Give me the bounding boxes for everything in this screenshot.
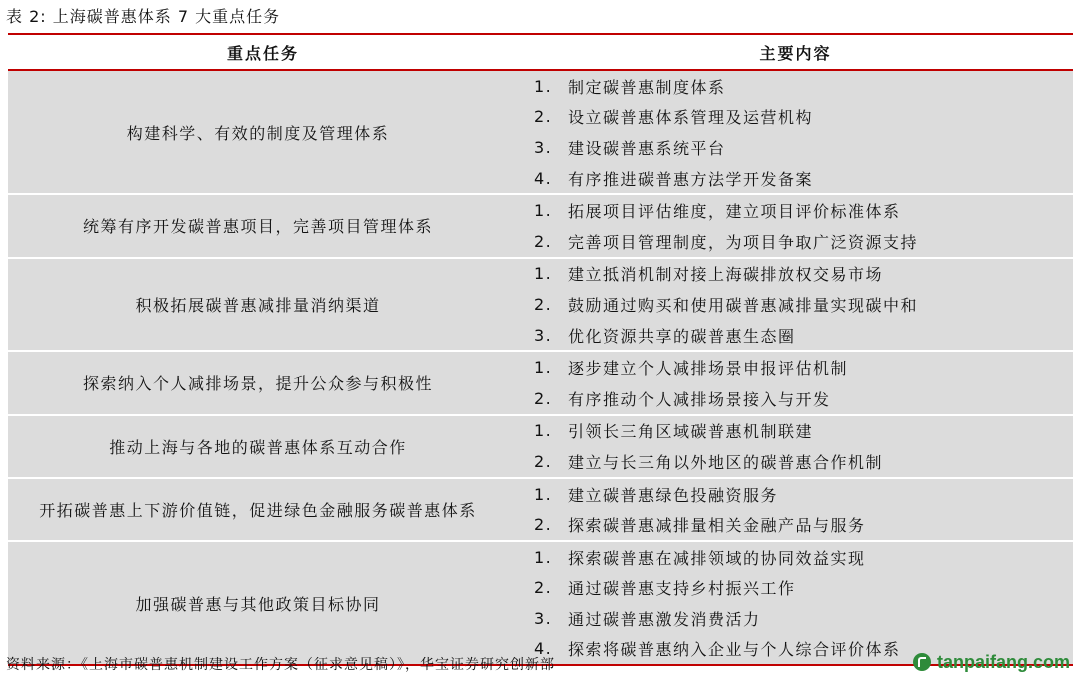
- list-item: [518, 195, 1073, 226]
- item-number: 1.: [534, 421, 553, 441]
- item-text: 建立碳普惠绿色投融资服务: [568, 485, 779, 505]
- task-cell: 探索纳入个人减排场景，提升公众参与积极性: [82, 374, 433, 394]
- item-number: 1.: [534, 358, 553, 378]
- list-item: [518, 71, 1073, 102]
- item-number: 2.: [534, 515, 553, 535]
- item-number: 1.: [534, 76, 553, 96]
- table-header: [8, 35, 1073, 71]
- item-text: 完善项目管理制度，为项目争取广泛资源支持: [568, 232, 919, 252]
- item-text: 制定碳普惠制度体系: [568, 77, 726, 97]
- item-text: 鼓励通过购买和使用碳普惠减排量实现碳中和: [568, 295, 919, 315]
- content-cell: [518, 195, 1073, 256]
- list-item: [518, 603, 1073, 634]
- list-item: [518, 102, 1073, 133]
- item-number: 4.: [534, 168, 553, 188]
- watermark-text: tanpaifang.com: [936, 651, 1070, 672]
- table-caption: 表 2: 上海碳普惠体系 7 大重点任务: [6, 7, 281, 26]
- item-text: 探索碳普惠减排量相关金融产品与服务: [568, 516, 866, 536]
- item-text: 设立碳普惠体系管理及运营机构: [568, 108, 814, 128]
- table-row: [8, 352, 1073, 415]
- task-cell: 加强碳普惠与其他政策目标协同: [135, 594, 381, 614]
- task-cell: 构建科学、有效的制度及管理体系: [126, 123, 390, 143]
- item-number: 4.: [534, 639, 553, 659]
- item-text: 建设碳普惠系统平台: [568, 138, 726, 158]
- source-note: 资料来源：《上海市碳普惠机制建设工作方案（征求意见稿）》，华宝证券研究创新部: [6, 657, 555, 673]
- item-number: 1.: [534, 264, 553, 284]
- item-number: 1.: [534, 484, 553, 504]
- item-number: 2.: [534, 388, 553, 408]
- item-text: 逐步建立个人减排场景申报评估机制: [568, 359, 849, 379]
- list-item: [518, 446, 1073, 477]
- task-cell: 开拓碳普惠上下游价值链，促进绿色金融服务碳普惠体系: [39, 500, 477, 520]
- list-item: [518, 163, 1073, 194]
- item-number: 2.: [534, 107, 553, 127]
- item-number: 3.: [534, 325, 553, 345]
- table-row: [8, 259, 1073, 353]
- list-item: [518, 352, 1073, 383]
- item-text: 优化资源共享的碳普惠生态圈: [568, 326, 796, 346]
- list-item: [518, 479, 1073, 510]
- item-number: 3.: [534, 608, 553, 628]
- item-number: 3.: [534, 137, 553, 157]
- item-text: 探索碳普惠在减排领域的协同效益实现: [568, 548, 866, 568]
- content-cell: [518, 352, 1073, 413]
- task-cell: 推动上海与各地的碳普惠体系互动合作: [109, 437, 407, 457]
- task-cell: 统筹有序开发碳普惠项目，完善项目管理体系: [82, 217, 433, 237]
- table-row: [8, 479, 1073, 542]
- leaf-icon: [913, 653, 931, 671]
- tasks-table: [8, 33, 1073, 666]
- header-content: 主要内容: [759, 43, 832, 63]
- item-text: 引领长三角区域碳普惠机制联建: [568, 422, 814, 442]
- content-cell: [518, 71, 1073, 193]
- item-text: 通过碳普惠支持乡村振兴工作: [568, 579, 796, 599]
- watermark-logo: [913, 651, 1070, 673]
- list-item: [518, 542, 1073, 573]
- item-text: 建立与长三角以外地区的碳普惠合作机制: [568, 452, 884, 472]
- list-item: [518, 132, 1073, 163]
- list-item: [518, 509, 1073, 540]
- table-row: [8, 71, 1073, 195]
- header-task: 重点任务: [226, 43, 299, 63]
- task-cell: 积极拓展碳普惠减排量消纳渠道: [135, 295, 381, 315]
- item-text: 通过碳普惠激发消费活力: [568, 609, 761, 629]
- item-text: 拓展项目评估维度，建立项目评价标准体系: [568, 202, 901, 222]
- item-text: 探索将碳普惠纳入企业与个人综合评价体系: [568, 640, 901, 660]
- list-item: [518, 416, 1073, 447]
- item-number: 2.: [534, 231, 553, 251]
- content-cell: [518, 259, 1073, 351]
- item-number: 1.: [534, 547, 553, 567]
- table-row: [8, 195, 1073, 258]
- table-body: [8, 71, 1073, 664]
- content-cell: [518, 542, 1073, 664]
- list-item: [518, 383, 1073, 414]
- item-number: 1.: [534, 201, 553, 221]
- item-number: 2.: [534, 294, 553, 314]
- list-item: [518, 573, 1073, 604]
- table-row: [8, 416, 1073, 479]
- list-item: [518, 289, 1073, 320]
- content-cell: [518, 416, 1073, 477]
- item-text: 有序推进碳普惠方法学开发备案: [568, 169, 814, 189]
- list-item: [518, 320, 1073, 351]
- content-cell: [518, 479, 1073, 540]
- table-row: [8, 542, 1073, 664]
- list-item: [518, 226, 1073, 257]
- item-text: 建立抵消机制对接上海碳排放权交易市场: [568, 265, 884, 285]
- item-number: 2.: [534, 451, 553, 471]
- list-item: [518, 259, 1073, 290]
- item-text: 有序推动个人减排场景接入与开发: [568, 389, 831, 409]
- item-number: 2.: [534, 578, 553, 598]
